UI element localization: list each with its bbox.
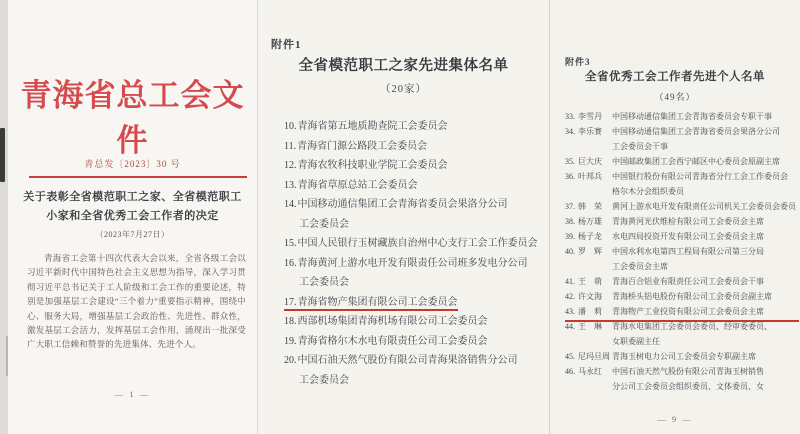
list-item — [284, 254, 546, 274]
list-item — [284, 351, 546, 371]
list-item-text-underlined — [284, 297, 458, 311]
position-line1: 黄河上游水电开发有限责任公司机关工会委员会委员 — [612, 202, 796, 211]
position-line2: 分公司工会委员会组织委员、文体委员、女 — [612, 382, 764, 391]
item-title: 中国移动通信集团工会青海省委员会果洛分公司 — [297, 199, 508, 210]
item-title: 中国人民银行玉树藏族自治州中心支行工会工作委员会 — [297, 238, 538, 249]
position-line2: 工会委员会主席 — [612, 262, 668, 271]
item-number: 11. — [284, 140, 297, 152]
collective-list-count: （20家） — [380, 84, 427, 95]
person-position — [612, 109, 799, 124]
item-title: 青海省物产集团有限公司工会委员会 — [297, 296, 458, 308]
person-name: 罗 辉 — [578, 247, 602, 256]
list-item — [284, 234, 546, 254]
item-number: 20. — [284, 355, 297, 366]
person-position — [612, 289, 799, 304]
item-number: 19. — [284, 335, 297, 347]
decision-body-paragraph: 青海省工会第十四次代表大会以来，全省各级工会以习近平新时代中国特色社会主义思想为指导，深入学习贯彻习近平总书记关于工人阶级和工会工作的重要论述，特别是加强基层工会建设“三个着力”重要指示精神，围绕中心、服务大局，增强基层工会政治性、先进性、群众性，激发基层工会活力，发挥基层工会作用，涌现出一批深受广大职工信赖和赞誉的先进集体、先进个人。 — [27, 253, 246, 350]
person-row — [565, 364, 799, 394]
position-line1: 青海桥头铝电股份有限公司工会委员会副主席 — [612, 292, 772, 301]
position-line2: 女职委副主任 — [612, 337, 660, 346]
person-number: 38. — [565, 217, 575, 226]
document-number: 青总发〔2023〕30 号 — [84, 159, 181, 169]
item-title: 青海黄河上游水电开发有限责任公司班多发电分公司 — [297, 257, 528, 269]
person-number: 39. — [565, 232, 575, 241]
item-number: 12. — [284, 160, 297, 171]
list-item-continuation: 工会委员会 — [299, 374, 349, 386]
position-line1: 青海玉树电力公司工会委员会专职副主席 — [612, 352, 756, 361]
position-line1: 中国邮政集团工会西宁邮区中心委员会原副主席 — [612, 157, 780, 166]
page-number-left: — 1 — — [114, 389, 151, 399]
item-number: 10. — [284, 121, 297, 132]
decision-date: （2023年7月27日） — [95, 230, 170, 239]
person-name: 巨大庆 — [578, 157, 602, 166]
person-row — [565, 274, 799, 289]
person-name: 韩 荣 — [578, 202, 602, 211]
list-item — [284, 332, 546, 352]
person-row — [565, 244, 799, 274]
item-number: 17. — [284, 296, 297, 308]
decision-title — [8, 188, 257, 226]
list-item — [284, 117, 546, 137]
list-item — [284, 176, 546, 196]
person-number: 37. — [565, 202, 575, 211]
position-line1: 中国移动通信集团工会青海省委员会专职干事 — [612, 112, 772, 121]
person-number: 40. — [565, 247, 575, 256]
person-number: 45. — [565, 352, 575, 361]
position-line1: 青海黄河光伏维检有限公司工会委员会主席 — [612, 217, 764, 226]
person-name: 李雪丹 — [578, 112, 602, 121]
item-title: 青海省第五地质勘查院工会委员会 — [297, 121, 448, 132]
person-number: 44. — [565, 322, 575, 331]
item-title: 青海农牧科技职业学院工会委员会 — [297, 160, 448, 171]
person-number: 34. — [565, 127, 575, 136]
person-position — [612, 169, 799, 199]
person-name: 尼玛旦周 — [578, 352, 610, 361]
person-name: 马永红 — [578, 367, 602, 376]
person-row — [565, 199, 799, 214]
red-divider-line — [29, 176, 247, 178]
person-number: 46. — [565, 367, 575, 376]
list-item-text — [284, 355, 518, 366]
position-line2: 格尔木分会组织委员 — [612, 187, 684, 196]
person-position — [612, 124, 799, 154]
person-number: 35. — [565, 157, 575, 166]
position-line1: 中国水利水电第四工程局有限公司第三分局 — [612, 247, 764, 256]
person-name: 杨万雄 — [578, 217, 602, 226]
page-number-right: — 9 — — [657, 414, 693, 424]
person-row — [565, 109, 799, 124]
list-item-continuation: 工会委员会 — [299, 277, 349, 288]
person-row — [565, 124, 799, 154]
position-line1: 青海水电集团工会委员会委员、经审委委员、 — [612, 322, 772, 331]
list-item-highlighted — [284, 293, 546, 313]
person-position — [612, 229, 799, 244]
person-number: 42. — [565, 292, 575, 301]
position-line1: 青海物产工业投资有限公司工会委员会主席 — [612, 307, 764, 316]
item-title: 中国石油天然气股份有限公司青海果洛销售分公司 — [297, 355, 518, 366]
position-line1: 水电四局投资开发有限公司工会委员会主席 — [612, 232, 764, 241]
list-item-text — [284, 180, 418, 191]
list-item-text — [284, 199, 508, 210]
list-item-text — [284, 258, 528, 269]
list-item — [284, 312, 546, 332]
item-number: 13. — [284, 179, 297, 191]
list-item-text — [284, 336, 488, 347]
person-number: 33. — [565, 112, 575, 121]
person-position — [612, 214, 799, 229]
person-name: 李乐赛 — [578, 127, 602, 136]
person-position — [612, 244, 799, 274]
item-number: 15. — [284, 238, 297, 249]
position-line1: 中国银行股份有限公司青海省分行工会工作委员会 — [612, 172, 788, 181]
person-name: 王 萌 — [578, 277, 602, 286]
list-item-text — [284, 160, 448, 171]
person-row — [565, 214, 799, 229]
individual-list-title: 全省优秀工会工作者先进个人名单 — [585, 71, 765, 83]
person-position — [612, 274, 799, 289]
person-name: 叶邦兵 — [578, 172, 602, 181]
person-row — [565, 229, 799, 244]
individual-list — [565, 109, 799, 394]
position-line1: 中国石油天然气股份有限公司青海玉树销售 — [612, 367, 764, 376]
item-title: 青海省格尔木水电有限责任公司工会委员会 — [297, 335, 488, 347]
person-row — [565, 319, 799, 349]
person-position — [612, 349, 799, 364]
list-item — [284, 195, 546, 215]
position-line1: 青海百合铝业有限责任公司工会委员会干事 — [612, 277, 764, 286]
item-number: 18. — [284, 316, 297, 327]
person-number: 41. — [565, 277, 575, 286]
collective-list-title: 全省模范职工之家先进集体名单 — [298, 58, 509, 74]
person-name: 王 琳 — [578, 322, 602, 331]
person-name: 杨子龙 — [578, 232, 602, 241]
list-item-text — [284, 316, 488, 327]
person-row — [565, 289, 799, 304]
page-attachment-3 — [549, 0, 800, 434]
person-name: 许文海 — [578, 292, 602, 301]
collective-list — [284, 117, 546, 390]
position-line1: 中国移动通信集团工会青海省委员会果洛分公司 — [612, 127, 780, 136]
document-header-title: 青海省总工会文件 — [20, 78, 245, 158]
decision-title-line2: 小家和全省优秀工会工作者的决定 — [46, 210, 219, 222]
person-number: 43. — [565, 307, 575, 316]
scan-artifact-light-line — [6, 336, 8, 376]
item-title: 青海省草原总站工会委员会 — [297, 179, 418, 191]
item-title: 西部机场集团青海机场有限公司工会委员会 — [297, 316, 488, 327]
list-item-continuation: 工会委员会 — [299, 218, 349, 230]
person-position — [612, 154, 799, 169]
list-item — [284, 156, 546, 176]
item-title: 青海省门源公路段工会委员会 — [297, 140, 428, 152]
item-number: 16. — [284, 257, 297, 269]
person-position — [612, 199, 799, 214]
person-name: 潘 莉 — [578, 307, 602, 316]
list-item-text — [284, 121, 448, 132]
decision-title-line1: 关于表彰全省模范职工之家、全省模范职工 — [23, 191, 242, 203]
list-item-text — [284, 141, 427, 152]
person-row — [565, 169, 799, 199]
attachment-1-label: 附件1 — [271, 39, 302, 51]
person-row — [565, 349, 799, 364]
individual-list-count: （49名） — [654, 92, 696, 102]
person-position — [612, 319, 799, 349]
item-number: 14. — [284, 199, 297, 210]
list-item-text — [284, 238, 538, 249]
person-row — [565, 154, 799, 169]
page-cover — [8, 0, 257, 434]
scan-artifact-dark-bar — [0, 128, 5, 182]
list-item — [284, 137, 546, 157]
person-position — [612, 364, 799, 394]
person-number: 36. — [565, 172, 575, 181]
attachment-3-label: 附件3 — [565, 57, 591, 67]
person-position — [612, 304, 799, 319]
page-attachment-1 — [257, 0, 549, 434]
position-line2: 工会委员会干事 — [612, 142, 668, 151]
